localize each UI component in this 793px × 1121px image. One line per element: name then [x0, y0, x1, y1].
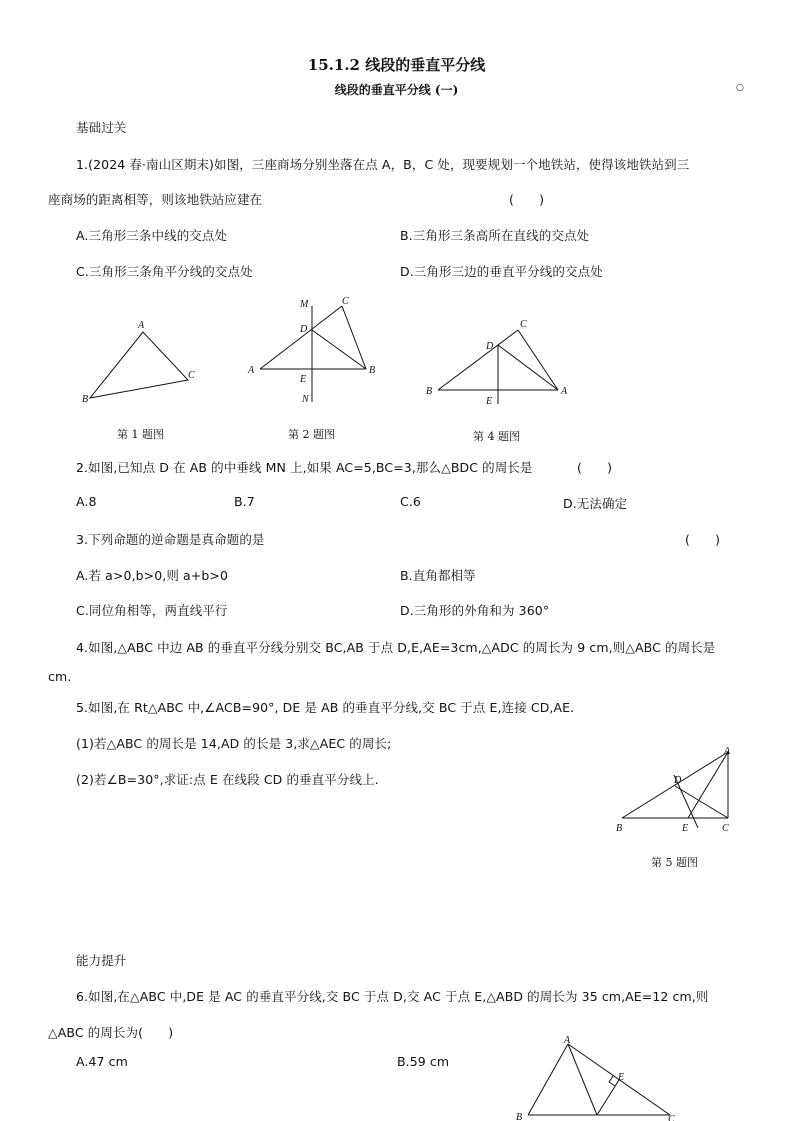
- q5-stem: 5.如图,在 Rt△ABC 中,∠ACB=90°, DE 是 AB 的垂直平分线,交 BC 于点 E,连接 CD,AE.: [76, 700, 575, 715]
- label-n: N: [302, 394, 309, 405]
- label-c: C: [520, 319, 527, 330]
- label-e: E: [682, 823, 689, 834]
- right-angle-mark: [609, 1076, 615, 1086]
- segment-ba: [528, 1044, 568, 1115]
- label-d: D: [674, 775, 682, 786]
- perpendicular-de: [597, 1080, 619, 1115]
- q1-stem-line2: 座商场的距离相等，则该地铁站应建在: [48, 192, 263, 207]
- q4-line2: cm.: [48, 669, 72, 684]
- figure-5-caption: 第 5 题图: [651, 856, 698, 869]
- segment-dc: [675, 786, 728, 818]
- page-title: 15.1.2 线段的垂直平分线: [307, 56, 486, 74]
- label-d: D: [486, 341, 494, 352]
- label-c: C: [722, 823, 729, 834]
- q3-option-d: D.三角形的外角和为 360°: [400, 603, 550, 618]
- label-m: M: [300, 299, 309, 310]
- q2-option-a: A.8: [76, 494, 97, 509]
- figure-2-triangle: [242, 290, 392, 410]
- q2-bracket: ( ): [577, 460, 613, 475]
- label-b: B: [82, 394, 89, 405]
- q4-line1: 4.如图,△ABC 中边 AB 的垂直平分线分别交 BC,AB 于点 D,E,AE=3cm,△ADC 的周长为 9 cm,则△ABC 的周长是: [76, 640, 716, 655]
- label-e: E: [618, 1072, 625, 1083]
- label-a: A: [564, 1035, 571, 1046]
- q6-line2: △ABC 的周长为( ): [48, 1025, 174, 1040]
- corner-mark: ○: [736, 83, 744, 93]
- figure-1-triangle: [78, 312, 208, 410]
- q1-bracket: ( ): [509, 192, 545, 207]
- figure-2-caption: 第 2 题图: [288, 428, 335, 441]
- segment-ba: [438, 330, 518, 390]
- section-basic: 基础过关: [76, 120, 127, 135]
- segment-ac: [518, 330, 558, 390]
- label-b: B: [369, 365, 376, 376]
- figure-1-caption: 第 1 题图: [117, 428, 164, 441]
- label-c: C: [188, 370, 195, 381]
- label-d: D: [300, 324, 308, 335]
- q1-option-c: C.三角形三条角平分线的交点处: [76, 264, 253, 279]
- segment-da: [498, 345, 558, 390]
- segment-ac: [260, 306, 342, 369]
- label-a: A: [138, 320, 145, 331]
- q3-option-c: C.同位角相等，两直线平行: [76, 603, 228, 618]
- label-e: E: [300, 374, 307, 385]
- label-c: C: [668, 1114, 675, 1121]
- label-b: B: [516, 1112, 523, 1121]
- label-a: A: [724, 746, 731, 757]
- label-c: C: [342, 296, 349, 307]
- q3-option-a: A.若 a>0,b>0,则 a+b>0: [76, 568, 229, 583]
- section-advanced: 能力提升: [76, 953, 127, 968]
- q6-option-a: A.47 cm: [76, 1054, 128, 1069]
- q5-part2: (2)若∠B=30°,求证:点 E 在线段 CD 的垂直平分线上.: [76, 772, 379, 787]
- q2-stem: 2.如图,已知点 D 在 AB 的中垂线 MN 上,如果 AC=5,BC=3,那么△BDC 的周长是: [76, 460, 533, 475]
- q6-option-b: B.59 cm: [397, 1054, 450, 1069]
- label-b: B: [426, 386, 433, 397]
- q3-option-b: B.直角都相等: [400, 568, 476, 583]
- q2-option-d: D.无法确定: [563, 496, 628, 511]
- figure-4-triangle: [422, 314, 582, 410]
- segment-cb: [342, 306, 366, 369]
- q3-bracket: ( ): [685, 532, 721, 547]
- label-a: A: [248, 365, 255, 376]
- segment-db: [312, 330, 366, 369]
- figure-5-right-triangle: [612, 742, 742, 838]
- q1-option-b: B.三角形三条高所在直线的交点处: [400, 228, 590, 243]
- q6-line1: 6.如图,在△ABC 中,DE 是 AC 的垂直平分线,交 BC 于点 D,交 AC 于点 E,△ABD 的周长为 35 cm,AE=12 cm,则: [76, 989, 709, 1004]
- q1-stem-line1: 1.(2024 春·南山区期末)如图，三座商场分别坐落在点 A，B，C 处，现要规划一个地铁站，使得该地铁站到三: [76, 157, 690, 172]
- figure-6-triangle: [510, 1034, 685, 1121]
- label-a: A: [561, 386, 568, 397]
- q2-option-c: C.6: [400, 494, 421, 509]
- q3-stem: 3.下列命题的逆命题是真命题的是: [76, 532, 265, 547]
- label-b: B: [616, 823, 623, 834]
- q1-option-d: D.三角形三边的垂直平分线的交点处: [400, 264, 603, 279]
- page-subtitle: 线段的垂直平分线 (一): [334, 83, 459, 97]
- q2-option-b: B.7: [234, 494, 255, 509]
- figure-4-caption: 第 4 题图: [473, 430, 520, 443]
- segment-ea: [688, 752, 728, 818]
- label-e: E: [486, 396, 493, 407]
- q1-option-a: A.三角形三条中线的交点处: [76, 228, 228, 243]
- q5-part1: (1)若△ABC 的周长是 14,AD 的长是 3,求△AEC 的周长;: [76, 736, 392, 751]
- triangle-abc: [90, 332, 188, 398]
